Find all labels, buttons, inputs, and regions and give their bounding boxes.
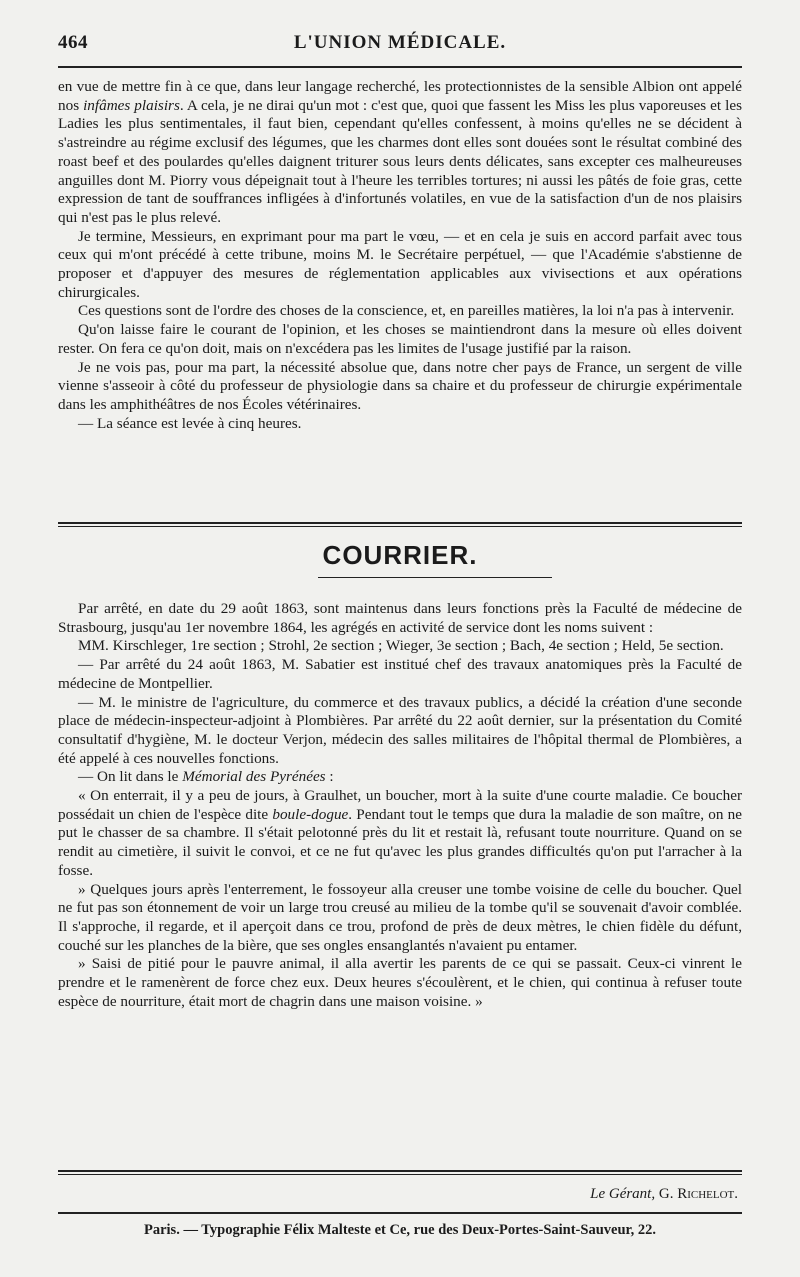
paragraph: — M. le ministre de l'agriculture, du commerce et des travaux publics, a décidé la création d'une seconde place de médecin-inspecteur-adjoint à Plombières. Par arrêté du 22 août dernier, sur la présentation du Comité consultatif d'hygiène, M. le docteur Verjon, médecin des salles militaires de l'hôpital thermal de Plombières, a été appelé à ces nouvelles fonctions. bbox=[58, 693, 742, 767]
paragraph: — Par arrêté du 24 août 1863, M. Sabatier est institué chef des travaux anatomiques près la Faculté de médecine de Montpellier. bbox=[58, 656, 742, 692]
printer-rule bbox=[58, 1212, 742, 1214]
paragraph: Par arrêté, en date du 29 août 1863, sont maintenus dans leurs fonctions près la Faculté de médecine de Strasbourg, jusqu'au 1er novembre 1864, les agrégés en activité de service dont les noms suivent : bbox=[58, 600, 742, 636]
signature-role: Le Gérant, bbox=[590, 1186, 656, 1202]
signature-name: G. Richelot. bbox=[658, 1186, 738, 1202]
paragraph: Je termine, Messieurs, en exprimant pour ma part le vœu, — et en cela je suis en accord parfait avec tous ceux qui m'ont précédé à cette tribune, moins M. le Secrétaire perpétuel, — que l'Académie s'abstienne de proposer et d'appuyer des mesures de réglementation applicables aux vivisections et aux opérations chirurgicales. bbox=[58, 227, 742, 301]
paragraph: — On lit dans le Mémorial des Pyrénées : bbox=[78, 768, 334, 786]
paragraph: Qu'on laisse faire le courant de l'opinion, et les choses se maintiendront dans la mesure où elles doivent rester. On fera ce qu'on doit, mais on n'excédera pas les limites de l'usage justifié par la raison. bbox=[58, 321, 742, 357]
courrier-section bbox=[58, 600, 742, 1011]
paragraph: en vue de mettre fin à ce que, dans leur langage recherché, les protectionnistes de la sensible Albion ont appelé nos infâmes plaisirs. A cela, je ne dirai qu'un mot : c'est que, quoi que fassent les Miss les plus vaporeuses et les Ladies les plus sentimentales, il faut bien, cependant qu'elles confessent, à moins qu'elles ne se décident à s'astreindre au régime exclusif des légumes, que les charmes dont elles sont douées sont le résultat combiné des roast beef et des poulardes qu'elles daignent triturer sous leurs dents délicates, sans excepter ces malheureuses anguilles dont M. Piorry vous dépeignait tout à l'heure les terribles tortures; ni aussi les pâtés de foie gras, cette expression de tant de souffrances infligées à d'infortunés volatiles, en vue de la satisfaction d'un de nos plaisirs qui n'est pas le plus relevé. bbox=[58, 78, 742, 226]
paragraph: » Saisi de pitié pour le pauvre animal, il alla avertir les parents de ce qui se passait. Ceux-ci vinrent le prendre et le ramenèrent de force chez eux. Deux heures s'écoulèrent, et le chien, qui continua à refuser toute espèce de nourriture, était mort de chagrin dans une maison voisine. » bbox=[58, 955, 742, 1010]
section-title-rule bbox=[318, 577, 552, 578]
printer-imprint: Paris. — Typographie Félix Malteste et Ce, rue des Deux-Portes-Saint-Sauveur, 22. bbox=[143, 1222, 656, 1238]
running-title: L'UNION MÉDICALE. bbox=[293, 32, 507, 53]
session-closing: — La séance est levée à cinq heures. bbox=[78, 414, 302, 432]
article-continuation bbox=[58, 78, 742, 433]
page-header bbox=[58, 32, 742, 60]
section-divider bbox=[58, 522, 742, 527]
signature bbox=[590, 1186, 738, 1203]
paragraph: Ces questions sont de l'ordre des choses de la conscience, et, en pareilles matières, la loi n'a pas à intervenir. bbox=[78, 302, 735, 320]
paragraph: » Quelques jours après l'enterrement, le fossoyeur alla creuser une tombe voisine de celle du boucher. Quel ne fut pas son étonnement de voir un large trou creusé au milieu de la tombe qu'il se souvenait d'avoir comblée. Il s'approche, il regarde, et il aperçoit dans ce trou, profond de près de deux mètres, le chien fidèle du défunt, couché sur les planches de la bière, que ses ongles ensanglantés n'avaient pu entamer. bbox=[58, 880, 742, 954]
paragraph: « On enterrait, il y a peu de jours, à Graulhet, un boucher, mort à la suite d'une courte maladie. Ce boucher possédait un chien de l'espèce dite boule-dogue. Pendant tout le temps que dura la maladie de son maître, on ne put le chasser de sa chambre. Il s'était pelotonné près du lit et restait là, refusant toute nourriture. Quand on se rendit au cimetière, il suivit le convoi, et ce ne fut qu'avec les plus grandes difficultés qu'on put l'arracher à la fosse. bbox=[58, 787, 742, 879]
section-title: COURRIER. bbox=[322, 540, 478, 570]
header-rule bbox=[58, 66, 742, 68]
page-number: 464 bbox=[58, 32, 88, 53]
footer-divider bbox=[58, 1170, 742, 1175]
paragraph: MM. Kirschleger, 1re section ; Strohl, 2e section ; Wieger, 3e section ; Bach, 4e section ; Held, 5e section. bbox=[78, 637, 724, 655]
paragraph: Je ne vois pas, pour ma part, la nécessité absolue que, dans notre cher pays de France, un sergent de ville vienne s'asseoir à côté du professeur de physiologie dans sa chaire et du professeur de chirurgie expérimentale dans les amphithéâtres de nos Écoles vétérinaires. bbox=[58, 358, 742, 413]
